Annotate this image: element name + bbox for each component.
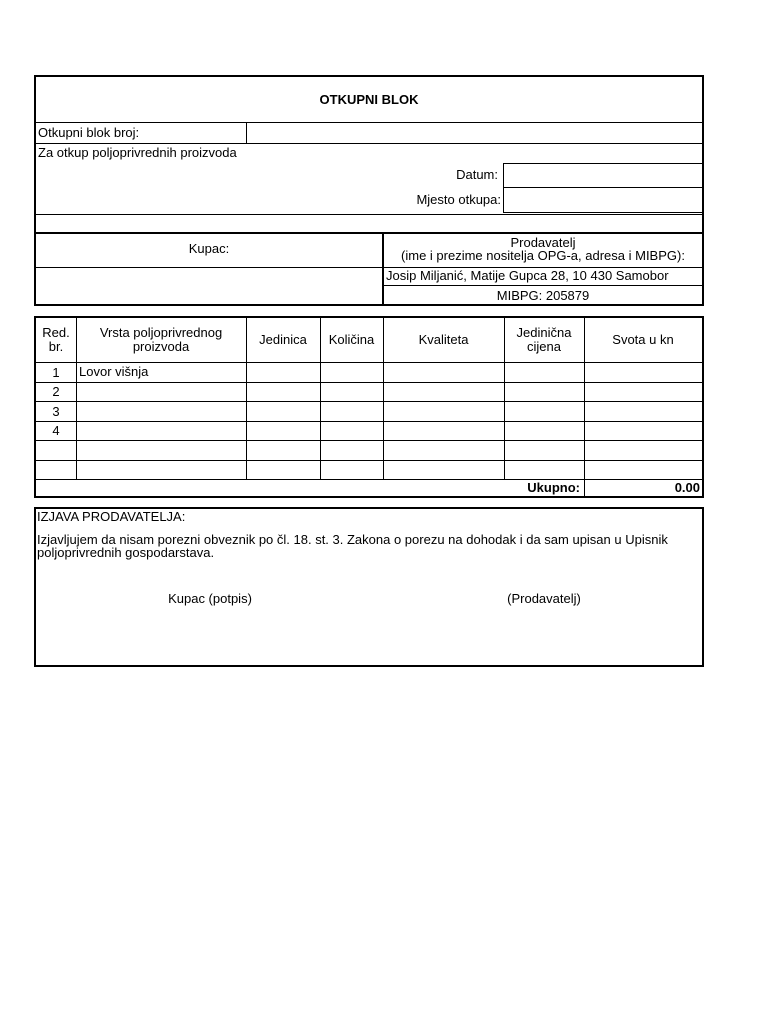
prodavatelj-address: Josip Miljanić, Matije Gupca 28, 10 430 Samobor	[386, 268, 669, 283]
divider	[36, 232, 702, 234]
header-cijena	[504, 318, 584, 362]
row-number: 2	[52, 384, 60, 399]
header-cijena-line2: cijena	[527, 339, 561, 354]
header-kolicina: Količina	[328, 332, 375, 347]
header-red-line2: br.	[48, 339, 64, 354]
row-number	[36, 441, 76, 460]
row-product: Lovor višnja	[79, 364, 149, 379]
row-number: 1	[52, 364, 60, 380]
statement-line1: Izjavljujem da nisam porezni obveznik po čl. 18. st. 3. Zakona o porezu na dohodak i da sam upisan u Upisnik	[37, 532, 668, 547]
kupac-signature-label: Kupac (potpis)	[168, 591, 252, 606]
kupac-label: Kupac:	[188, 241, 230, 256]
header-vrsta	[76, 318, 246, 362]
prodavatelj-label: Prodavatelj	[510, 235, 576, 250]
header-kvaliteta: Kvaliteta	[418, 332, 469, 347]
table-row[interactable]	[36, 363, 702, 382]
table-row[interactable]	[36, 402, 702, 421]
divider	[36, 143, 702, 144]
blok-broj-field[interactable]	[250, 126, 700, 140]
statement-line2: poljoprivrednih gospodarstava.	[37, 545, 215, 560]
divider	[36, 122, 702, 123]
prodavatelj-mibpg: MIBPG: 205879	[496, 288, 590, 303]
datum-label: Datum:	[456, 167, 498, 182]
row-number	[36, 461, 76, 479]
table-row[interactable]	[36, 461, 702, 479]
divider	[36, 479, 702, 480]
divider	[384, 285, 702, 286]
mjesto-label: Mjesto otkupa:	[416, 192, 501, 207]
header-jedinica: Jedinica	[259, 332, 307, 347]
statement-section	[34, 507, 704, 667]
header-vrsta-line1: Vrsta poljoprivrednog	[99, 325, 223, 340]
header-cijena-line1: Jedinična	[516, 325, 572, 340]
prodavatelj-subtitle: (ime i prezime nositelja OPG-a, adresa i MIBPG):	[401, 248, 685, 263]
mjesto-field[interactable]	[503, 187, 703, 213]
row-number: 4	[52, 423, 60, 438]
blok-broj-label: Otkupni blok broj:	[38, 125, 140, 140]
divider	[36, 214, 702, 215]
header-vrsta-line2: proizvoda	[132, 339, 190, 354]
page-title: OTKUPNI BLOK	[319, 92, 419, 107]
header-red-br	[36, 318, 76, 362]
kupac-field[interactable]	[36, 268, 381, 306]
statement-title: IZJAVA PRODAVATELJA:	[37, 509, 186, 524]
table-row[interactable]	[36, 383, 702, 401]
table-row[interactable]	[36, 422, 702, 440]
table-row[interactable]	[36, 441, 702, 460]
total-value: 0.00	[674, 480, 700, 495]
purchase-form-header	[34, 75, 704, 306]
za-otkup-label: Za otkup poljoprivrednih proizvoda	[38, 145, 237, 160]
header-red-line1: Red.	[42, 325, 70, 340]
header-svota: Svota u kn	[612, 332, 674, 347]
prodavatelj-signature-label: (Prodavatelj)	[507, 591, 581, 606]
row-number: 3	[52, 403, 60, 419]
divider	[246, 122, 247, 143]
total-label: Ukupno:	[527, 480, 580, 495]
items-table	[34, 316, 704, 498]
datum-field[interactable]	[503, 163, 703, 188]
